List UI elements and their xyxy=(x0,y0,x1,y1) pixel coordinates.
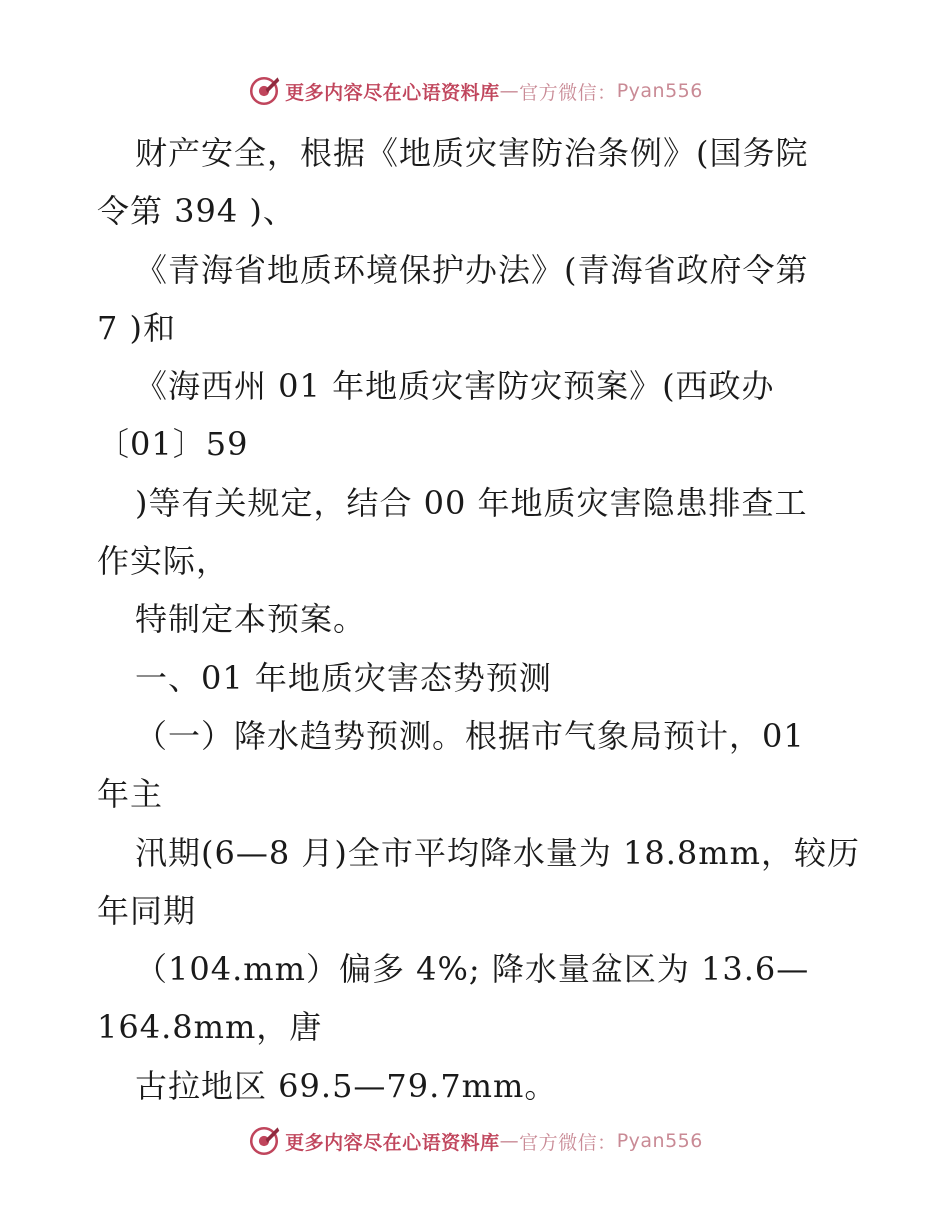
watermark-wechat-id: Pyan556 xyxy=(616,1130,703,1152)
paragraph-line: 〔01〕59 xyxy=(97,425,249,464)
watermark-wechat-id: Pyan556 xyxy=(616,80,703,102)
paragraph-line: 年同期 xyxy=(97,891,197,930)
paragraph-line: )等有关规定，结合 00 年地质灾害隐患排查工 xyxy=(135,483,808,522)
paragraph-line: 汛期(6—8 月)全市平均降水量为 18.8mm，较历 xyxy=(135,833,860,872)
watermark-dash: — xyxy=(499,1130,520,1152)
paragraph-line: 作实际， xyxy=(97,542,230,581)
watermark-wechat-label: 官方微信： xyxy=(519,81,617,104)
logo-icon xyxy=(247,1124,281,1158)
document-body xyxy=(97,124,860,1115)
paragraph-line: 令第 394 )、 xyxy=(97,192,296,231)
paragraph-line: 年主 xyxy=(97,775,164,814)
paragraph-line: 《青海省地质环境保护办法》(青海省政府令第 xyxy=(135,250,809,289)
paragraph-line: 《海西州 01 年地质灾害防灾预案》(西政办 xyxy=(135,367,775,406)
paragraph-line: （104.mm）偏多 4%; 降水量盆区为 13.6— xyxy=(135,950,810,989)
footer-watermark xyxy=(0,1124,950,1158)
paragraph-line: （一）降水趋势预测。根据市气象局预计，01 xyxy=(135,716,805,755)
section-heading: 一、01 年地质灾害态势预测 xyxy=(135,658,552,697)
watermark-wechat-label: 官方微信： xyxy=(519,1131,617,1154)
header-watermark xyxy=(0,74,950,108)
paragraph-line: 财产安全，根据《地质灾害防治条例》(国务院 xyxy=(135,134,809,172)
watermark-site: 更多内容尽在心语资料库 xyxy=(285,81,500,104)
paragraph-line: 7 )和 xyxy=(97,308,177,347)
paragraph-line: 特制定本预案。 xyxy=(135,600,367,639)
paragraph-line: 164.8mm，唐 xyxy=(97,1008,323,1047)
watermark-dash: — xyxy=(499,80,520,102)
watermark-site: 更多内容尽在心语资料库 xyxy=(285,1131,500,1154)
logo-icon xyxy=(247,74,281,108)
paragraph-line: 古拉地区 69.5—79.7mm。 xyxy=(135,1066,558,1105)
